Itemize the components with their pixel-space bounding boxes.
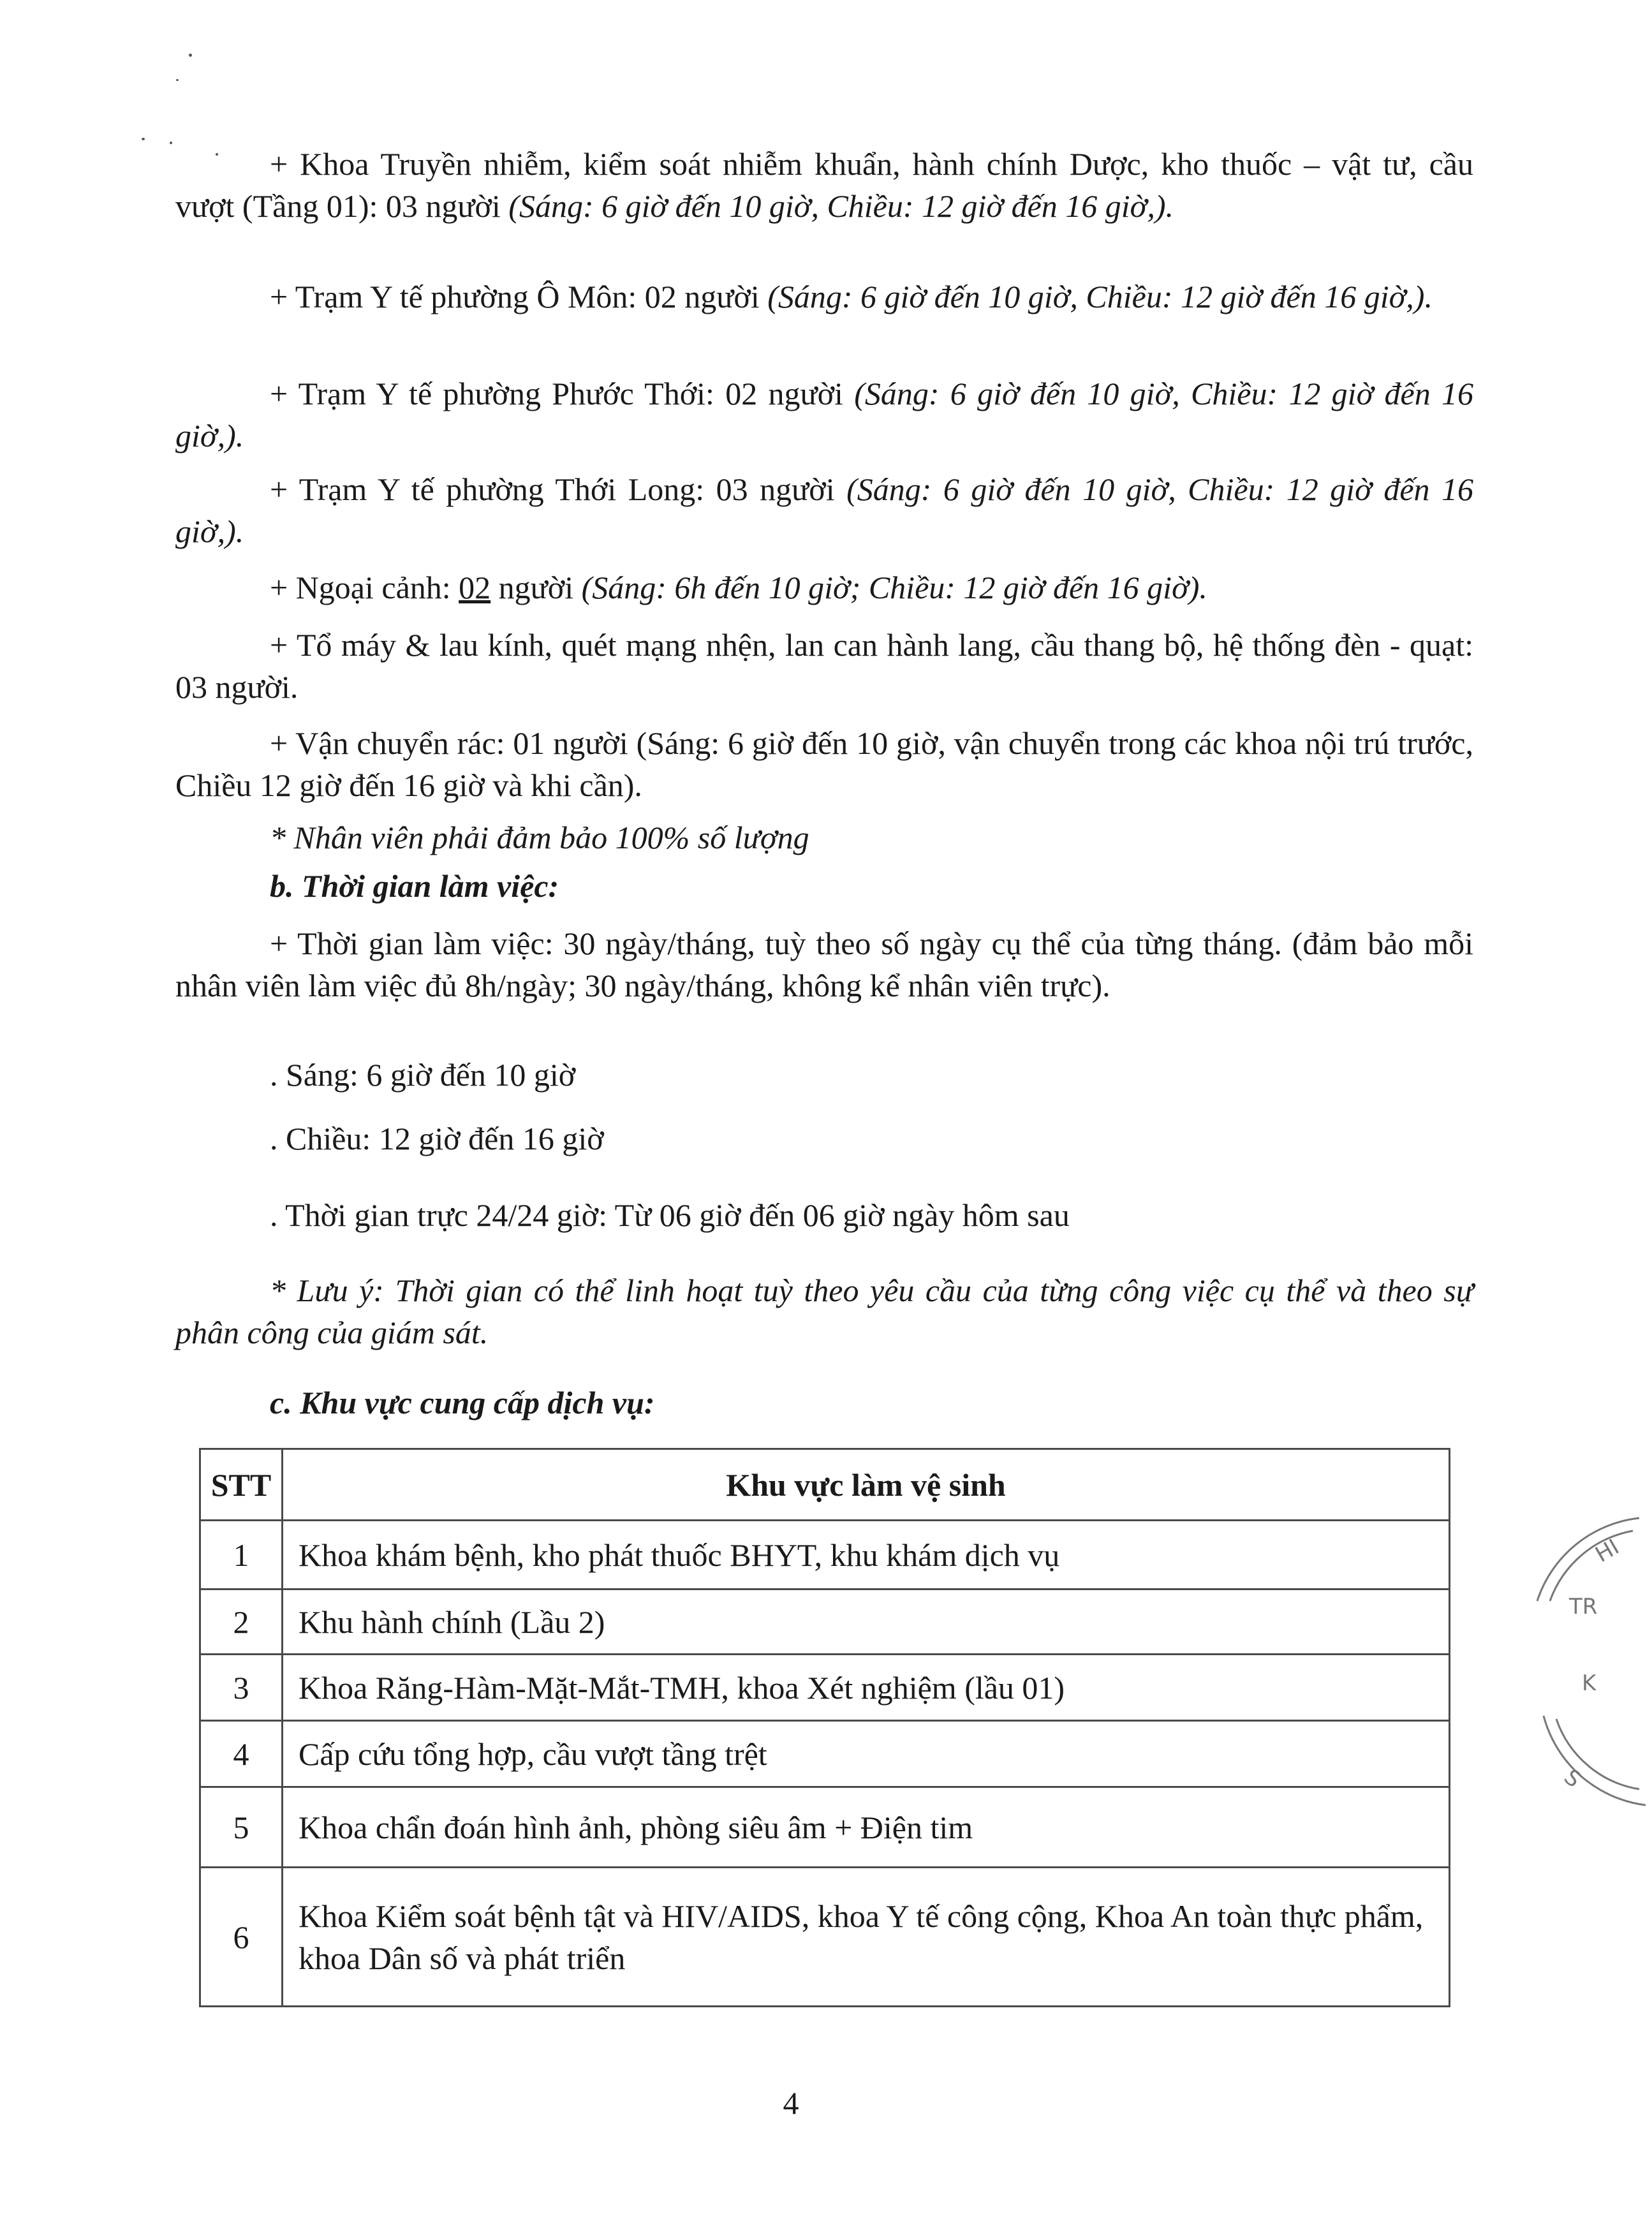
seal-stamp-icon [1524,1505,1652,1837]
svg-text:HI: HI [1591,1534,1624,1568]
staff-line-phuoc-thoi-station [175,372,1473,457]
header-stt: STT [200,1449,283,1521]
table-row [200,1868,1450,2007]
cell-stt: 6 [200,1868,283,2007]
line-text: + Khoa Truyền nhiễm, kiểm soát nhiễm khuẩn, hành chính Dược, kho thuốc – vật tư, cầu vượt (Tầng 01): 03 người [175,146,1473,224]
cell-area: Khu hành chính (Lầu 2) [283,1590,1450,1655]
svg-text:K: K [1582,1671,1597,1696]
afternoon-shift: . Chiều: 12 giờ đến 16 giờ [270,1121,604,1156]
cell-stt: 4 [200,1721,283,1787]
staff-note: * Nhân viên phải đảm bảo 100% số lượng [270,820,809,855]
header-area: Khu vực làm vệ sinh [283,1449,1450,1521]
scan-speck [170,142,172,144]
cell-stt: 2 [200,1590,283,1655]
svg-text:TR: TR [1569,1594,1598,1619]
table-row [200,1655,1450,1721]
scan-speck [142,138,145,140]
staff-line-glass-cleaning-team [175,624,1473,708]
service-area-table [199,1448,1450,2007]
table-row [200,1787,1450,1868]
line-text: + Trạm Y tế phường Ô Môn: 02 người [270,279,768,314]
shift-note: (Sáng: 6 giờ đến 10 giờ, Chiều: 12 giờ đến 16 giờ,). [767,279,1433,314]
table-row [200,1521,1450,1590]
staff-line-o-mon-station [175,276,1473,318]
line-text: + Vận chuyển rác: 01 người (Sáng: 6 giờ đến 10 giờ, vận chuyển trong các khoa nội trú trước, Chiều 12 giờ đến 16 giờ và khi cần). [175,725,1473,803]
staff-line-waste-transport [175,722,1473,806]
table-row [200,1721,1450,1787]
line-text: + Tổ máy & lau kính, quét mạng nhện, lan can hành lang, cầu thang bộ, hệ thống đèn - quạt: 03 người. [175,627,1473,705]
line-text: + Trạm Y tế phường Phước Thới: 02 người [270,376,855,411]
cell-area: Cấp cứu tổng hợp, cầu vượt tầng trệt [283,1721,1450,1787]
scan-speck [176,79,179,81]
cell-area: Khoa chẩn đoán hình ảnh, phòng siêu âm + Điện tim [283,1787,1450,1868]
shift-note: (Sáng: 6h đến 10 giờ; Chiều: 12 giờ đến 16 giờ). [581,570,1207,605]
line-text: + Trạm Y tế phường Thới Long: 03 người [270,471,847,507]
staff-line-infection-ward [175,143,1473,227]
underlined-count: 02 [459,570,491,605]
line-text: người [490,570,582,605]
cell-stt: 1 [200,1521,283,1590]
section-b-heading: b. Thời gian làm việc: [270,868,559,904]
line-text: + Ngoại cảnh: [270,570,459,605]
morning-shift: . Sáng: 6 giờ đến 10 giờ [270,1057,576,1093]
scan-speck [189,54,192,57]
table-header-row [200,1449,1450,1521]
page-number: 4 [783,2085,799,2121]
staff-line-landscape [175,566,1473,609]
table-row [200,1590,1450,1655]
cell-area: Khoa Kiểm soát bệnh tật và HIV/AIDS, khoa Y tế công cộng, Khoa An toàn thực phẩm, khoa Dân số và phát triển [283,1868,1450,2007]
cell-stt: 5 [200,1787,283,1868]
working-time-intro: + Thời gian làm việc: 30 ngày/tháng, tuỳ theo số ngày cụ thể của từng tháng. (đảm bảo mỗi nhân viên làm việc đủ 8h/ngày; 30 ngày/tháng, không kể nhân viên trực). [175,926,1473,1003]
section-c-heading: c. Khu vực cung cấp dịch vụ: [270,1385,655,1420]
flexibility-note: * Lưu ý: Thời gian có thể linh hoạt tuỳ theo yêu cầu của từng công việc cụ thể và theo sự phân công của giám sát. [175,1272,1473,1350]
cell-stt: 3 [200,1655,283,1721]
staff-line-thoi-long-station [175,468,1473,552]
svg-text:S: S [1559,1764,1586,1793]
cell-area: Khoa khám bệnh, kho phát thuốc BHYT, khu khám dịch vụ [283,1521,1450,1590]
cell-area: Khoa Răng-Hàm-Mặt-Mắt-TMH, khoa Xét nghiệm (lầu 01) [283,1655,1450,1721]
shift-note: (Sáng: 6 giờ đến 10 giờ, Chiều: 12 giờ đến 16 giờ,). [175,471,1474,549]
shift-note: (Sáng: 6 giờ đến 10 giờ, Chiều: 12 giờ đến 16 giờ,). [508,188,1174,224]
shift-note: (Sáng: 6 giờ đến 10 giờ, Chiều: 12 giờ đến 16 giờ,). [175,376,1474,454]
duty-shift: . Thời gian trực 24/24 giờ: Từ 06 giờ đến 06 giờ ngày hôm sau [270,1197,1070,1233]
